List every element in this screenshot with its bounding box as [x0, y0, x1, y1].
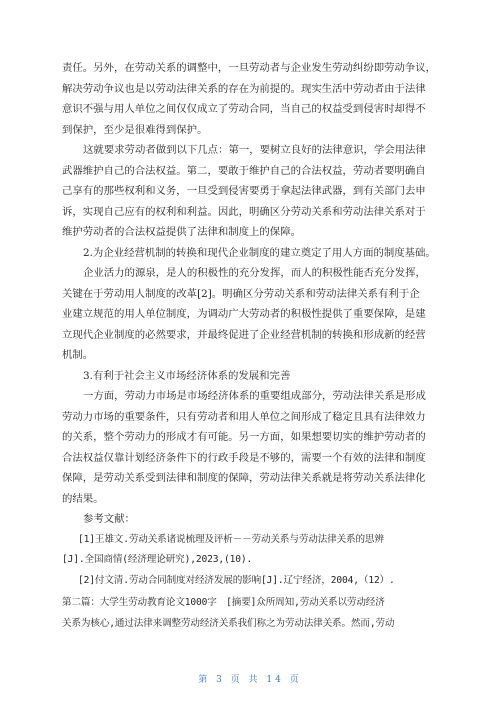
text-line: 第二篇：大学生劳动教育论文1000字 [摘要]众所周知,劳动关系以劳动经济 [62, 597, 385, 608]
section-heading: 2.为企业经营机制的转换和现代企业制度的建立奠定了用人方面的制度基础。 [83, 246, 436, 259]
text-line: 保障，是劳动关系受到法律和制度的保障，劳动法律关系就是将劳动关系法律化 [62, 472, 426, 484]
reference-line: [2]付文清.劳动合同制度对经济发展的影响[J].辽宁经济，2004,（12）. [78, 574, 395, 586]
text-line: 诉，实现自己应有的权利和利益。因此，明确区分劳动关系和劳动法律关系对于 [62, 205, 426, 218]
paragraph-3 [62, 263, 442, 366]
text-line: 维护劳动者的合法权益提供了法律和制度上的保障。 [62, 226, 301, 238]
text-line: 到保护，至少是很难得到保护。 [62, 123, 208, 136]
page-number-footer: 第 3 页 共 14 页 [198, 675, 302, 685]
reference-line: [J].全国商情(经济理论研究),2023,(10). [62, 554, 253, 565]
text-line: 武器维护自己的合法权益。第二，要敢于维护自己的合法权益，劳动者要明确自 [62, 164, 426, 177]
text-line: 劳动力市场的重要条件，只有劳动者和用人单位之间形成了稳定且具有法律效力 [62, 410, 426, 423]
references-heading [62, 509, 442, 530]
paragraph-2 [62, 140, 442, 243]
heading-3 [62, 366, 442, 387]
next-section-intro [62, 593, 442, 634]
text-line: 关键在于劳动用人制度的改革[2]。明确区分劳动关系和劳动法律关系有利于企 [62, 287, 420, 300]
text-line: 己享有的那些权利和义务，一旦受到侵害要勇于拿起法律武器，到有关部门去申 [62, 185, 426, 197]
text-line: 意识不强与用人单位之间仅仅成立了劳动合同，当自己的权益受到侵害时却得不 [62, 103, 426, 115]
text-line: 的关系，整个劳动力的形成才有可能。另一方面，如果想要切实的维护劳动者的 [62, 431, 426, 443]
text-line: 一方面，劳动力市场是市场经济体系的重要组成部分，劳动法律关系是形成 [83, 390, 426, 402]
reference-line: [1]王雄文.劳动关系诸说梳理及评析－－劳动关系与劳动法律关系的思辨 [78, 533, 384, 545]
reference-item [62, 530, 442, 571]
text-line: 立现代企业制度的必然要求，并最终促进了企业经营机制的转换和形成新的经营 [62, 328, 426, 341]
document-body [62, 58, 442, 634]
text-line: 企业活力的源泉，是人的积极性的充分发挥，而人的积极性能否充分发挥， [83, 267, 426, 279]
section-heading: 3.有利于社会主义市场经济体系的发展和完善 [83, 369, 291, 382]
heading-2 [62, 243, 442, 264]
reference-item [62, 571, 442, 592]
text-line: 机制。 [62, 349, 94, 361]
section-heading: 参考文献： [83, 513, 135, 525]
text-line: 的结果。 [62, 492, 104, 505]
paragraph-1 [62, 58, 442, 140]
text-line: 这就要求劳动者做到以下几点：第一，要树立良好的法律意识，学会用法律 [83, 144, 426, 156]
text-line: 解决劳动争议也是以劳动法律关系的存在为前提的。现实生活中劳动者由于法律 [62, 82, 426, 95]
text-line: 责任。另外，在劳动关系的调整中，一旦劳动者与企业发生劳动纠纷即劳动争议， [62, 62, 437, 74]
text-line: 业建立规范的用人单位制度，为调动广大劳动者的积极性提供了重要保障，是建 [62, 308, 426, 320]
text-line: 合法权益仅靠计划经济条件下的行政手段是不够的，需要一个有效的法律和制度 [62, 451, 426, 464]
text-line: 关系为核心,通过法律来调整劳动经济关系我们称之为劳动法律关系。然而,劳动 [62, 617, 395, 629]
paragraph-4 [62, 386, 442, 509]
